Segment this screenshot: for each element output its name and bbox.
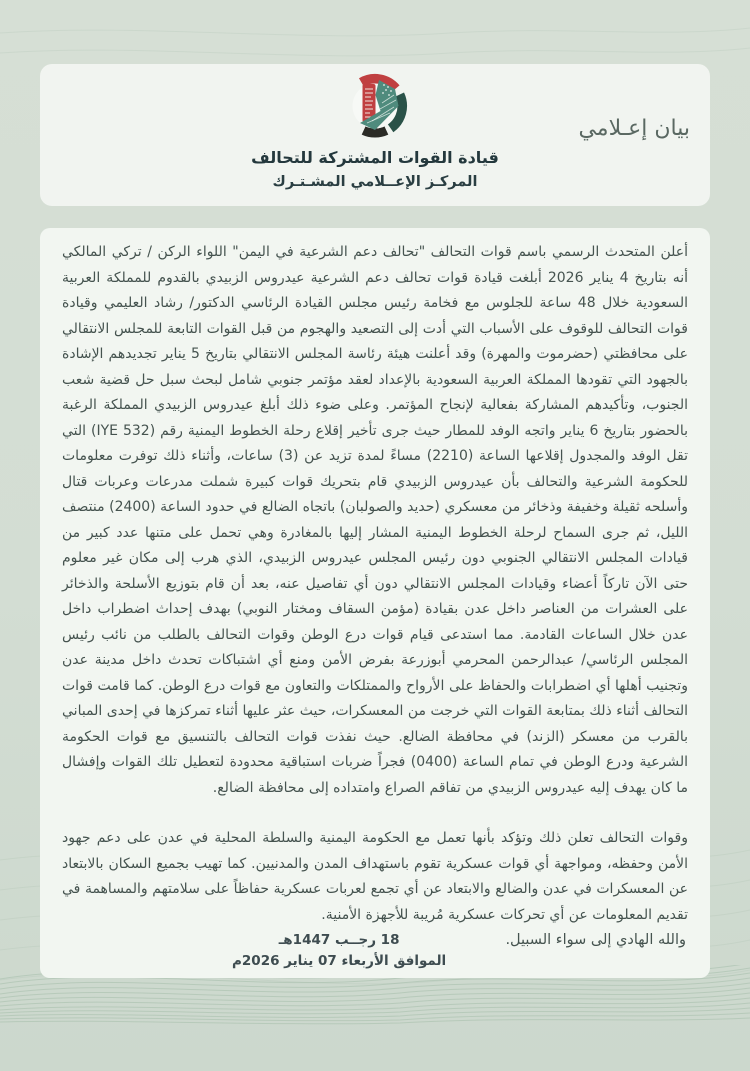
- header-card: [40, 64, 710, 206]
- gregorian-date: الموافق الأربعاء 07 يناير 2026م: [232, 953, 447, 969]
- statement-paragraph-2: وقوات التحالف تعلن ذلك وتؤكد بأنها تعمل مع الحكومة اليمنية والسلطة المحلية في عدن على دعم جهود الأمن وحفظه، ومواجهة أي قوات عسكرية تقوم باستهداف المدن والمدنيين. كما تهيب بجميع السكان بالابتعاد عن المعسكرات في عدن والضالع والابتعاد عن أي تجمع لعربات عسكرية حفاظاً على سلامتهم والمساهمة في تقديم المعلومات عن أي تحركات عسكرية مُريبة للأجهزة الأمنية.: [62, 830, 688, 923]
- statement-paragraph-1: أعلن المتحدث الرسمي باسم قوات التحالف "تحالف دعم الشرعية في اليمن" اللواء الركن / تركي المالكي أنه بتاريخ 4 يناير 2026 أبلغت قيادة قوات تحالف دعم الشرعية عيدروس الزبيدي بالقدوم للمملكة العربية السعودية خلال 48 ساعة للجلوس مع فخامة رئيس مجلس القيادة الرئاسي الدكتور/ رشاد العليمي وقيادة قوات التحالف للوقوف على الأسباب التي أدت إلى التصعيد والهجوم من قبل القوات التابعة للمجلس الانتقالي على محافظتي (حضرموت والمهرة) وقد أعلنت هيئة رئاسة المجلس الانتقالي بتاريخ 5 يناير تجديدهم الإشادة بالجهود التي تقودها المملكة العربية السعودية بالإعداد لعقد مؤتمر جنوبي شامل لبحث سبل حل قضية شعب الجنوب، وتأكيدهم المشاركة بفعالية لإنجاح المؤتمر. وعلى ضوء ذلك أبلغ عيدروس الزبيدي المملكة الرغبة بالحضور بتاريخ 6 يناير واتجه الوفد للمطار حيث جرى تأخير إقلاع رحلة الخطوط اليمنية رقم (IYE 532) التي تقل الوفد والمجدول إقلاعها الساعة (2210) مساءً لمدة تزيد عن (3) ساعات، وأثناء ذلك توفرت معلومات للحكومة الشرعية والتحالف بأن عيدروس الزبيدي قام بتحريك قوات كبيرة شملت مدرعات وعربات قتال وأسلحه ثقيلة وخفيفة وذخائر من معسكري (حديد والصولبان) باتجاه الضالع في حدود الساعة (2400) منتصف الليل، ثم جرى السماح لرحلة الخطوط اليمنية المشار إليها بالمغادرة وهي تحمل على متنها عدد كبير من قيادات المجلس الانتقالي الجنوبي دون رئيس المجلس عيدروس الزبيدي، الذي هرب إلى مكان غير معلوم حتى الآن تاركاً أعضاء وقيادات المجلس الانتقالي دون أي تفاصيل عنه، بعد أن قام بتوزيع الأسلحة والذخائر على العشرات من العناصر داخل عدن بقيادة (مؤمن السقاف ومختار النوبي) بهدف إحداث اضطراب داخل عدن خلال الساعات القادمة. مما استدعى قيام قوات درع الوطن وقوات التحالف بالطلب من نائب رئيس المجلس الرئاسي/ عبدالرحمن المحرمي أبوزرعة بفرض الأمن ومنع أي اشتباكات تحدث داخل مدينة عدن وتجنيب أهلها أي اضطرابات والحفاظ على الأرواح والممتلكات والتعاون مع قوات درع الوطن. كما قامت قوات التحالف أثناء ذلك بمتابعة القوات التي خرجت من المعسكرات، حيث عثر عليها أثناء تمركزها في إحدى المباني بالقرب من معسكر (الزند) في محافظة الضالع. حيث نفذت قوات التحالف بالتنسيق مع قوات الحكومة الشرعية ودرع الوطن في تمام الساعة (0400) فجراً ضربات استباقية محدودة لتعطيل تلك القوات وإفشال ما كان يهدف إليه عيدروس الزبيدي من تفاقم الصراع وامتداده إلى محافظة الضالع.: [62, 244, 688, 796]
- statement-type-label: بيان إعـلامي: [578, 116, 690, 141]
- org-subtitle: المركـز الإعــلامي المشـتـرك: [272, 174, 478, 190]
- date-block: [232, 930, 446, 972]
- statement-footer: [62, 928, 688, 969]
- org-title: قيادة القوات المشتركة للتحالف: [251, 148, 499, 167]
- hijri-date: 18 رجــب 1447هـ: [278, 932, 400, 948]
- statement-body-card: [40, 228, 710, 978]
- closing-phrase: والله الهادي إلى سواء السبيل.: [505, 932, 686, 948]
- coalition-emblem-icon: [342, 73, 408, 139]
